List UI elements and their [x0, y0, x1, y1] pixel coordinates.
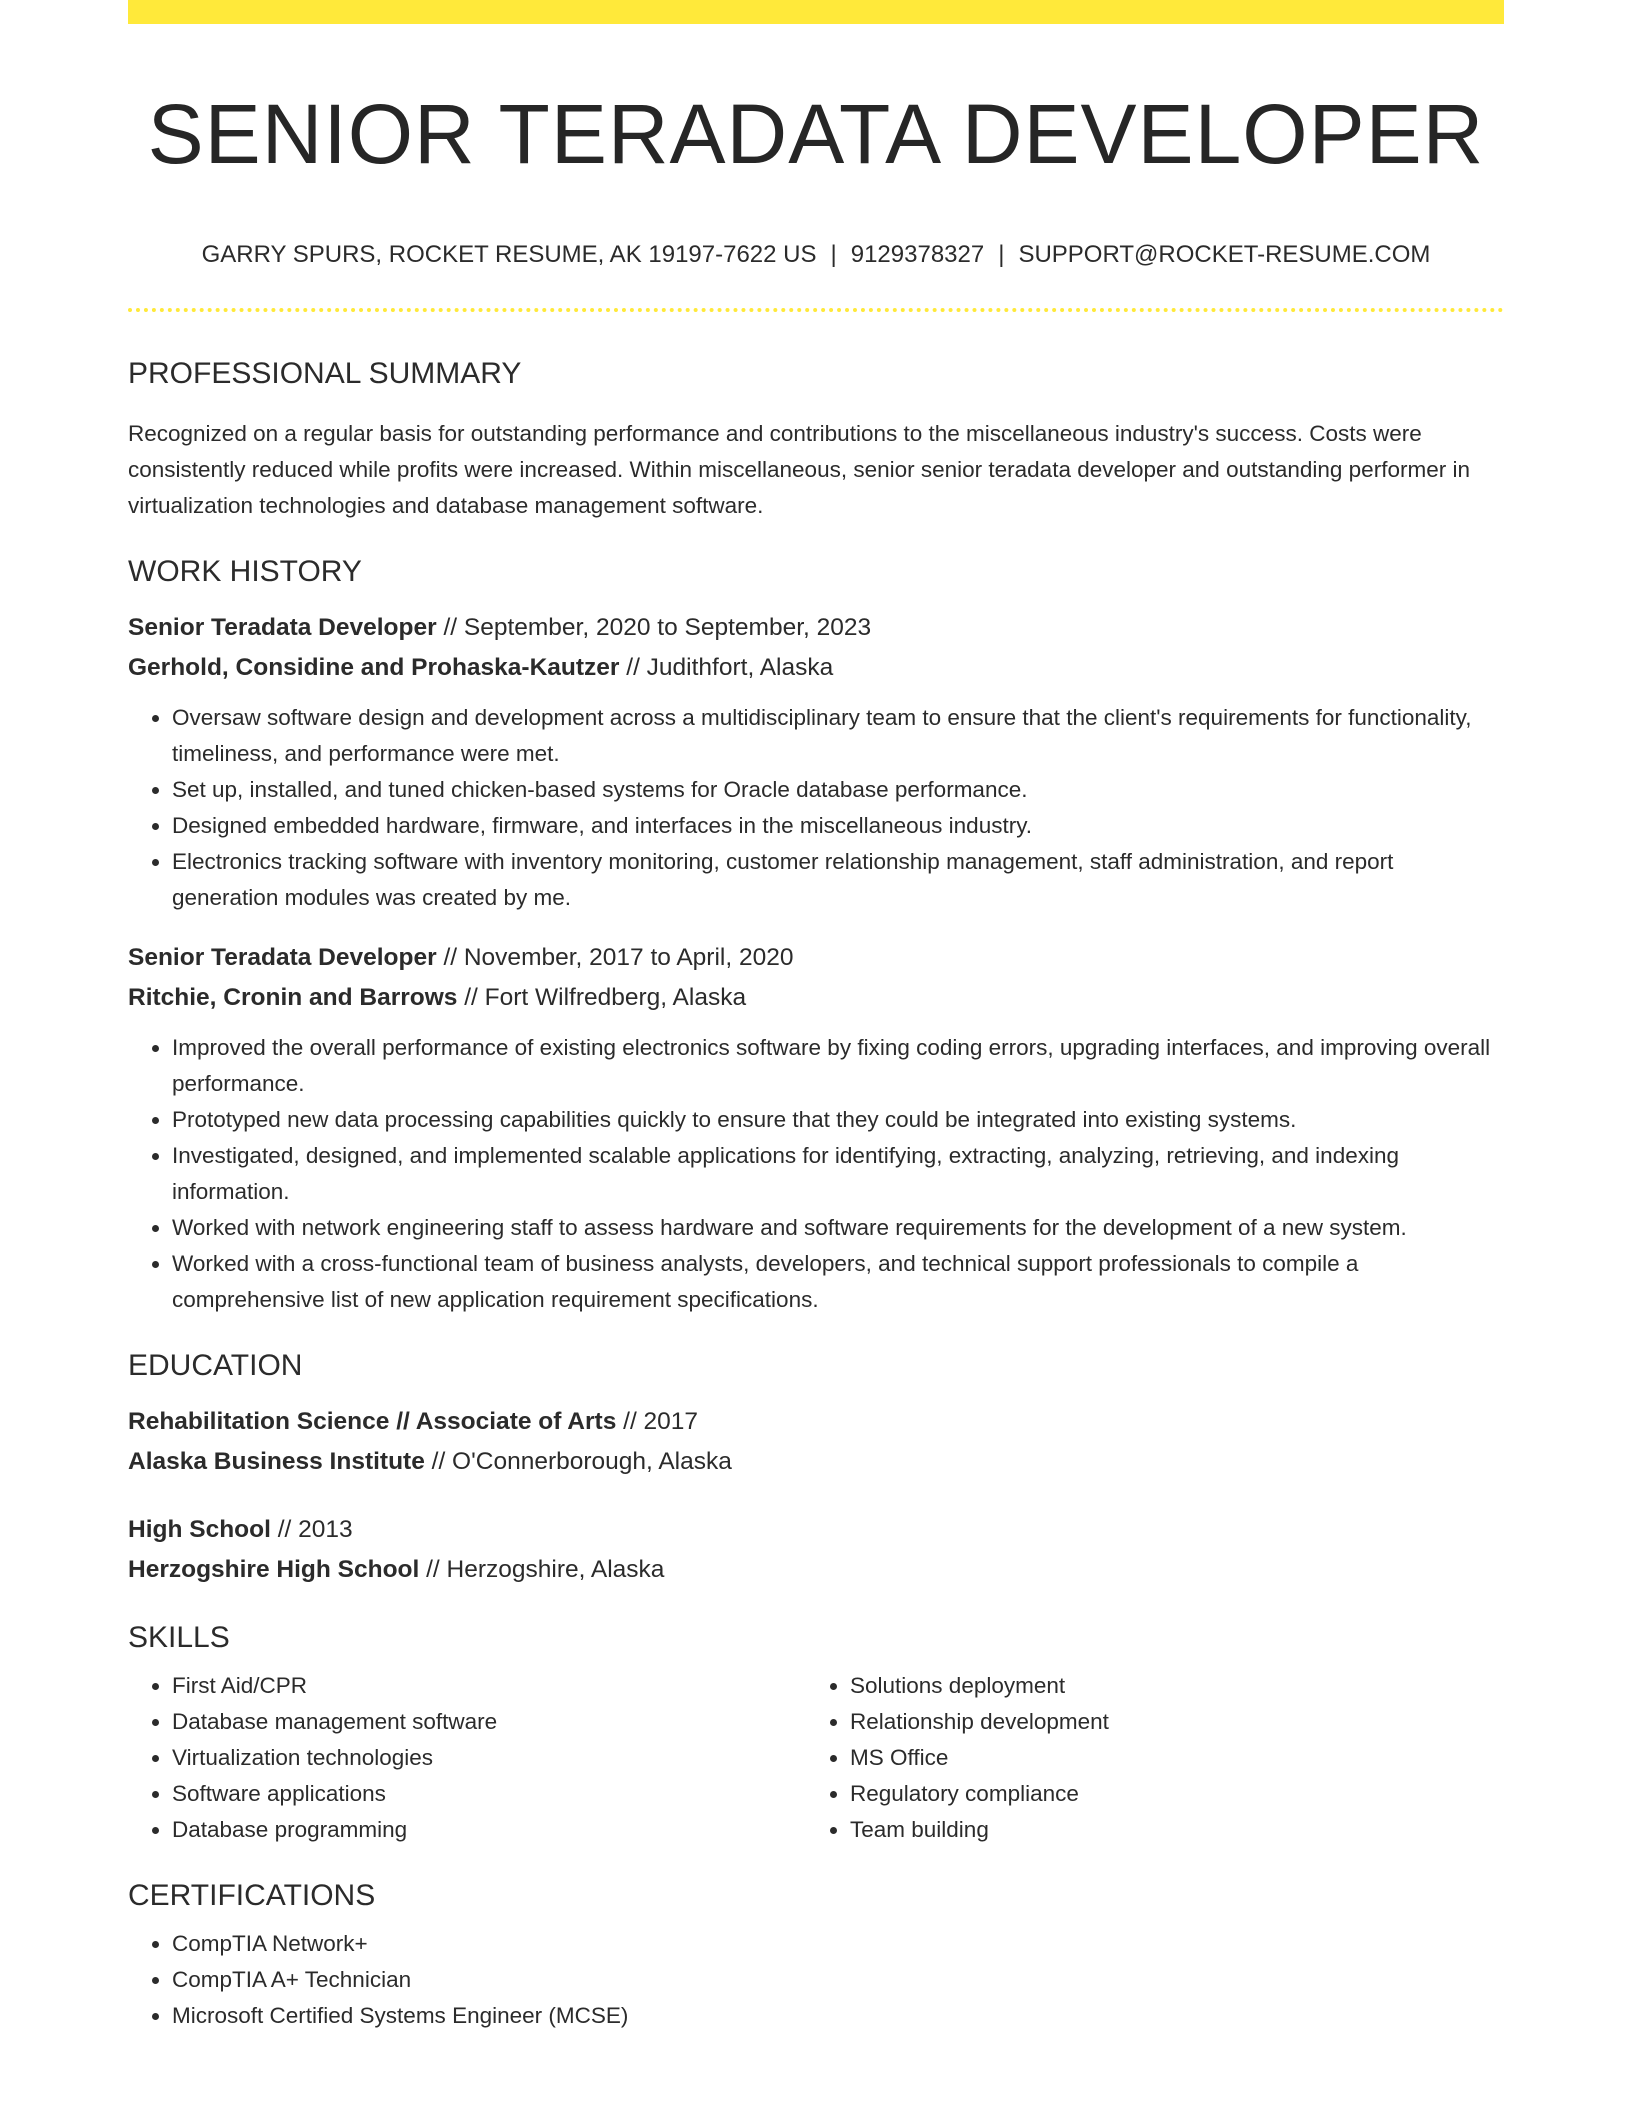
list-item: • Virtualization technologies	[172, 1740, 806, 1776]
job-company: Ritchie, Cronin and Barrows	[128, 983, 458, 1011]
resume-page	[128, 0, 1504, 2034]
summary-text: Recognized on a regular basis for outstanding performance and contributions to the miscellaneous industry's success. Costs were consistently reduced while profits were increased. Within miscellaneous, senior senior teradata developer and outstanding performer in virtualization technologies and database management software.	[128, 420, 1470, 518]
contact-address: GARRY SPURS, ROCKET RESUME, AK 19197-7622 US	[201, 240, 817, 268]
list-item: • Software applications	[172, 1776, 806, 1812]
skills-columns	[128, 1668, 1504, 1848]
list-item: • Microsoft Certified Systems Engineer (MCSE)	[172, 1998, 1504, 2034]
education-location: // Herzogshire, Alaska	[419, 1555, 665, 1583]
dotted-divider	[128, 308, 1504, 312]
education-degree: Rehabilitation Science // Associate of Arts	[128, 1407, 617, 1435]
list-item: • First Aid/CPR	[172, 1668, 806, 1704]
education-year: // 2017	[616, 1407, 699, 1435]
education-location: // O'Connerborough, Alaska	[424, 1447, 732, 1475]
education-list	[128, 1402, 1504, 1590]
work-history-heading: WORK HISTORY	[128, 554, 362, 588]
contact-separator: |	[830, 240, 837, 268]
list-item: • CompTIA Network+	[172, 1926, 1504, 1962]
list-item: • Investigated, designed, and implemented scalable applications for identifying, extracting, analyzing, retrieving, and indexing information.	[172, 1138, 1504, 1210]
education-year: // 2013	[270, 1515, 353, 1543]
skills-column-right	[806, 1668, 1484, 1848]
skills-list	[128, 1668, 806, 1848]
education-degree: High School	[128, 1515, 271, 1543]
job-company-line	[128, 648, 1504, 688]
contact-separator: |	[998, 240, 1005, 268]
education-school-line	[128, 1550, 1504, 1590]
job-dates: // November, 2017 to April, 2020	[436, 943, 794, 971]
education-entry	[128, 1510, 1504, 1590]
list-item: • Team building	[850, 1812, 1484, 1848]
skills-heading: SKILLS	[128, 1620, 230, 1654]
education-entry	[128, 1402, 1504, 1482]
job-company: Gerhold, Considine and Prohaska-Kautzer	[128, 653, 620, 681]
list-item: • Set up, installed, and tuned chicken-based systems for Oracle database performance.	[172, 772, 1504, 808]
list-item: • Database management software	[172, 1704, 806, 1740]
list-item: • Improved the overall performance of existing electronics software by fixing coding errors, upgrading interfaces, and improving overall performance.	[172, 1030, 1504, 1102]
education-school-line	[128, 1442, 1504, 1482]
education-school: Herzogshire High School	[128, 1555, 420, 1583]
contact-phone[interactable]: 9129378327	[850, 240, 985, 268]
list-item: • MS Office	[850, 1740, 1484, 1776]
list-item: • Prototyped new data processing capabilities quickly to ensure that they could be integrated into existing systems.	[172, 1102, 1504, 1138]
work-history-list	[128, 608, 1504, 1318]
list-item: • Regulatory compliance	[850, 1776, 1484, 1812]
list-item: • Relationship development	[850, 1704, 1484, 1740]
job-location: // Fort Wilfredberg, Alaska	[457, 983, 747, 1011]
accent-top-bar	[128, 0, 1504, 24]
list-item: • Oversaw software design and development across a multidisciplinary team to ensure that the client's requirements for functionality, timeliness, and performance were met.	[172, 700, 1504, 772]
job-bullets	[128, 700, 1504, 916]
list-item: • Solutions deployment	[850, 1668, 1484, 1704]
job-company-line	[128, 978, 1504, 1018]
skills-column-left	[128, 1668, 806, 1848]
job-bullets	[128, 1030, 1504, 1318]
certifications-heading: CERTIFICATIONS	[128, 1878, 376, 1912]
list-item: • Worked with a cross-functional team of business analysts, developers, and technical support professionals to compile a comprehensive list of new application requirement specifications.	[172, 1246, 1504, 1318]
education-school: Alaska Business Institute	[128, 1447, 425, 1475]
list-item: • Worked with network engineering staff to assess hardware and software requirements for the development of a new system.	[172, 1210, 1504, 1246]
job-dates: // September, 2020 to September, 2023	[436, 613, 872, 641]
job-entry	[128, 938, 1504, 1318]
certifications-list	[128, 1926, 1504, 2034]
education-heading: EDUCATION	[128, 1348, 303, 1382]
summary-heading: PROFESSIONAL SUMMARY	[128, 356, 522, 390]
job-location: // Judithfort, Alaska	[619, 653, 834, 681]
contact-email[interactable]: SUPPORT@ROCKET-RESUME.COM	[1018, 240, 1431, 268]
education-degree-line	[128, 1402, 1504, 1442]
education-degree-line	[128, 1510, 1504, 1550]
job-title-line	[128, 608, 1504, 648]
resume-title: SENIOR TERADATA DEVELOPER	[147, 87, 1485, 181]
job-title-line	[128, 938, 1504, 978]
job-role: Senior Teradata Developer	[128, 613, 437, 641]
job-entry	[128, 608, 1504, 916]
skills-list	[806, 1668, 1484, 1848]
list-item: • Database programming	[172, 1812, 806, 1848]
contact-line	[128, 239, 1504, 270]
list-item: • Electronics tracking software with inventory monitoring, customer relationship management, staff administration, and report generation modules was created by me.	[172, 844, 1504, 916]
job-role: Senior Teradata Developer	[128, 943, 437, 971]
list-item: • CompTIA A+ Technician	[172, 1962, 1504, 1998]
list-item: • Designed embedded hardware, firmware, and interfaces in the miscellaneous industry.	[172, 808, 1504, 844]
